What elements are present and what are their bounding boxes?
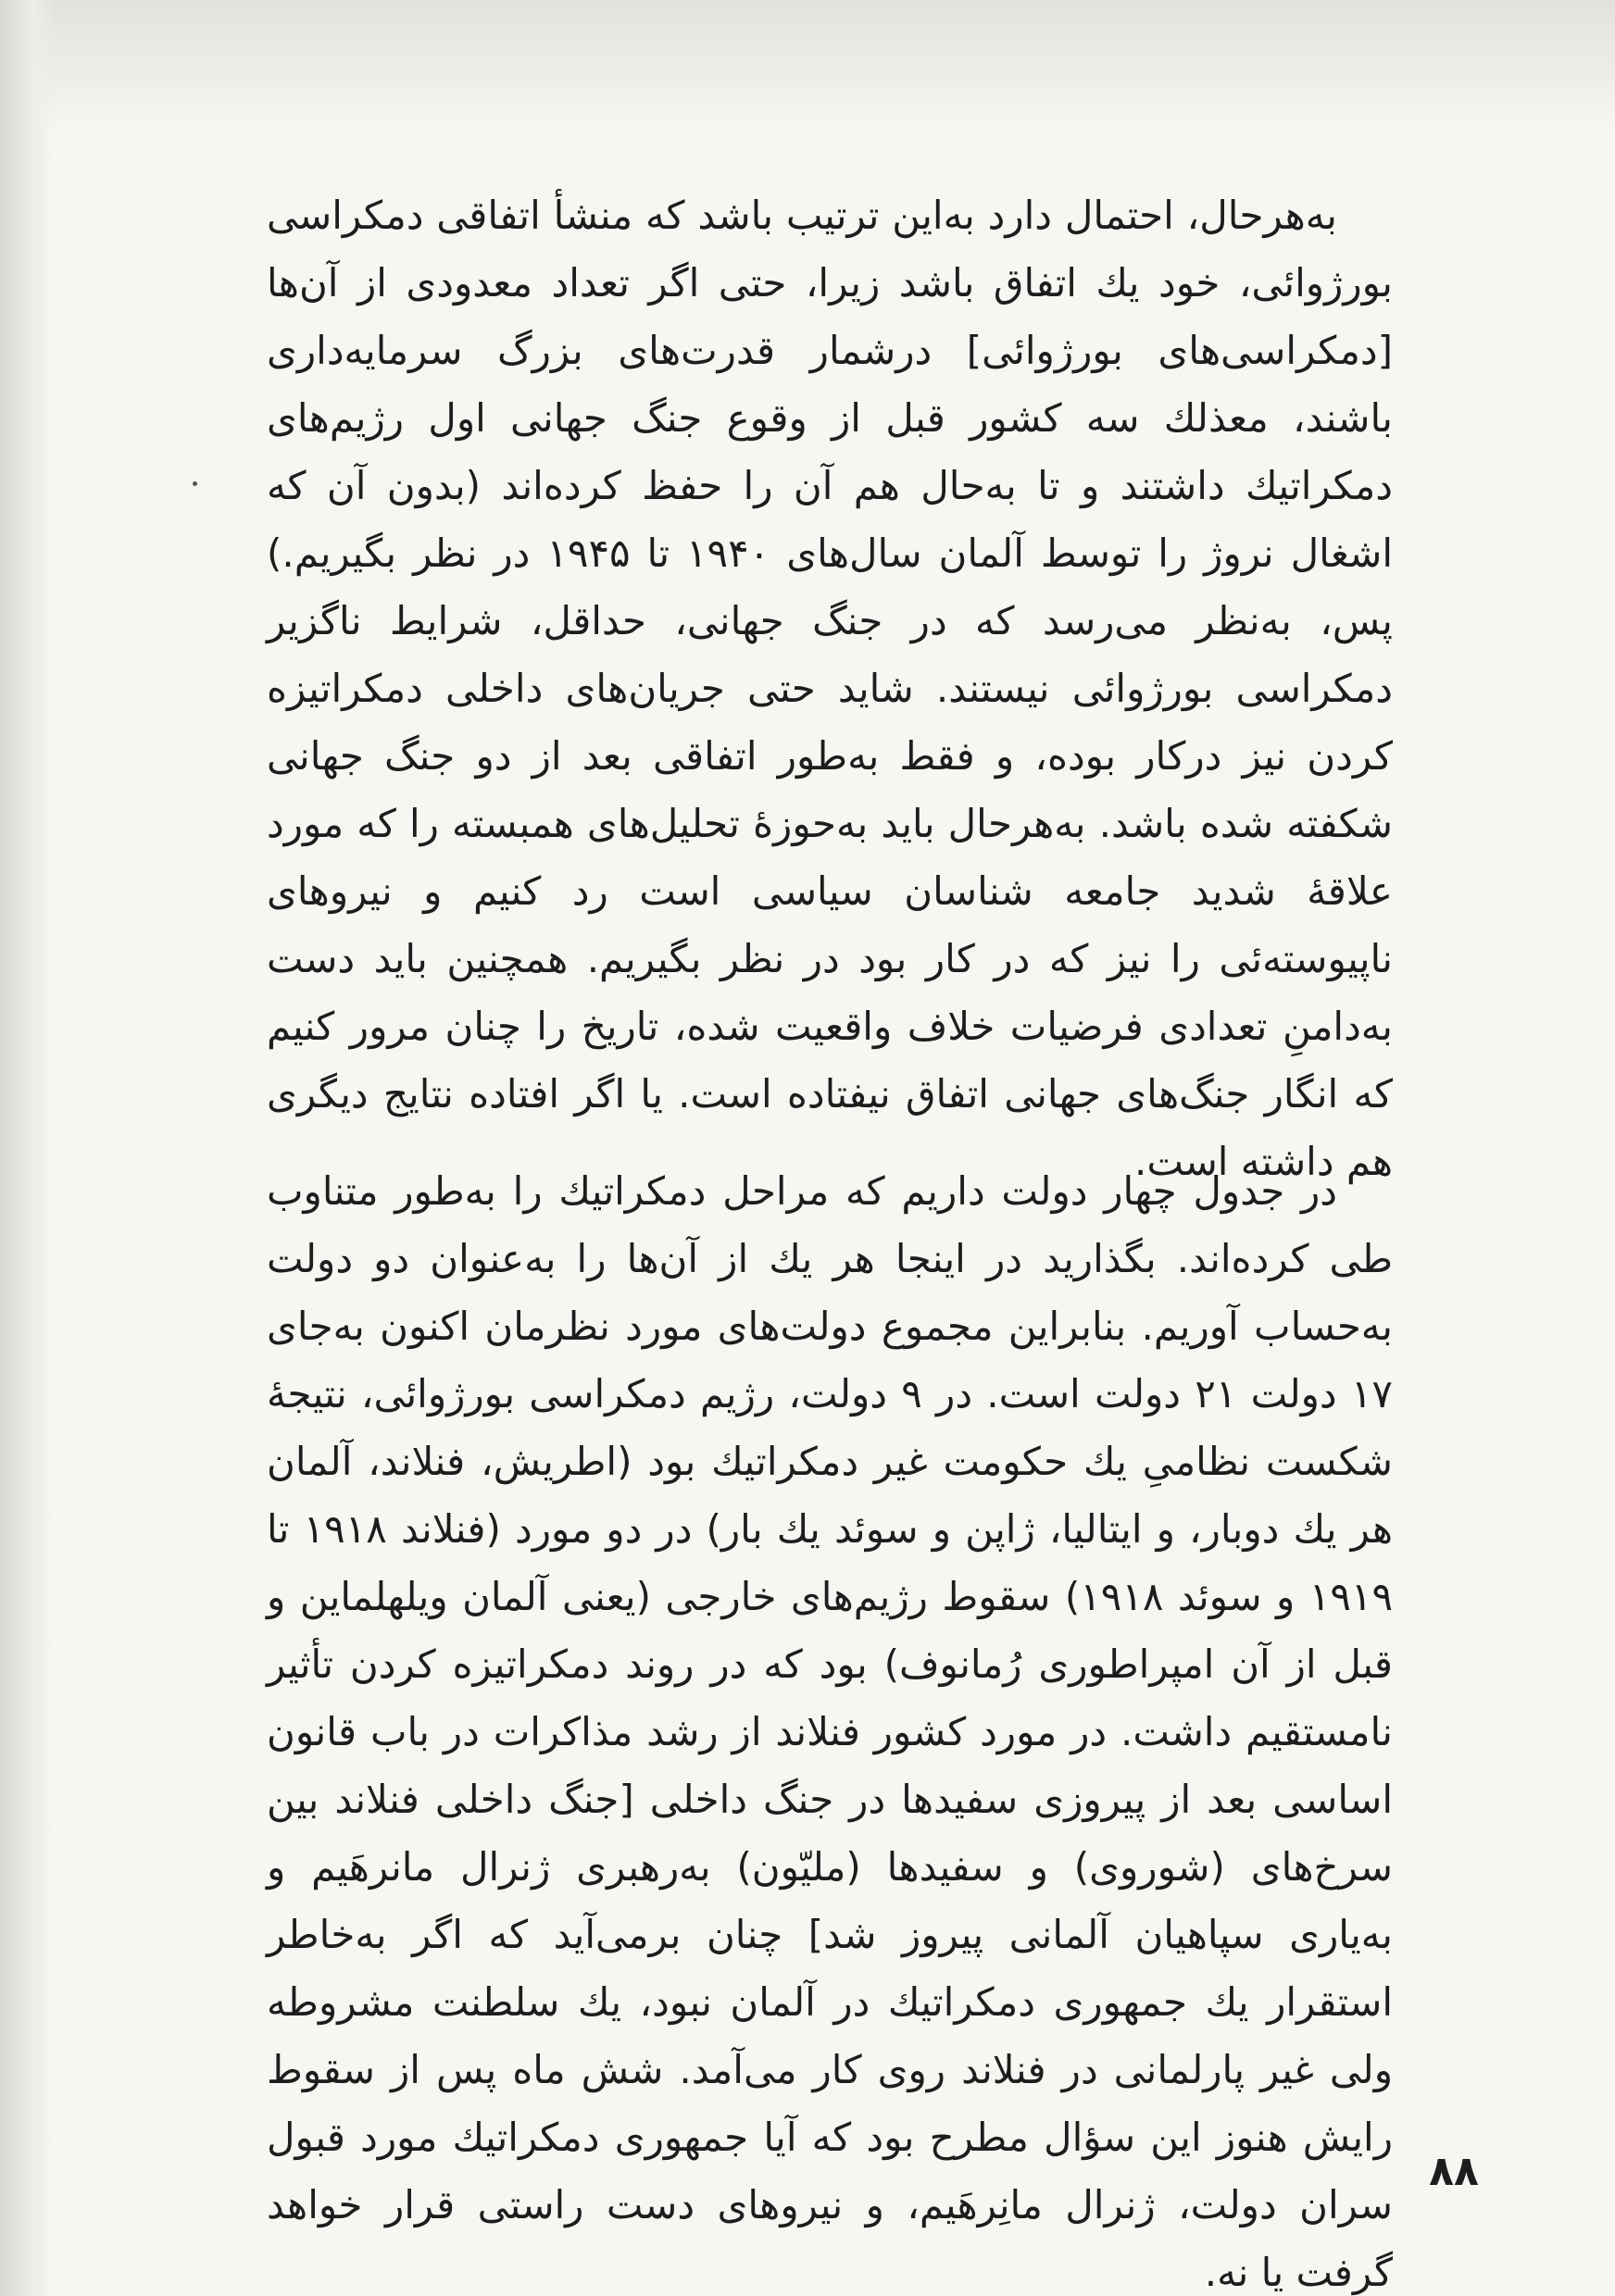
paragraph-2: در جدول چهار دولت داریم که مراحل دمکراتیك را به‌طور متناوب طی کرده‌اند. بگذارید در اینجا هر یك از آن‌ها را به‌عنوان دو دولت به‌حساب آوریم. بنابراین مجموع دولت‌های مورد نظرمان اکنون به‌جای ۱۷ دولت ۲۱ دولت است. در ۹ دولت، رژیم دمکراسی بورژوائی، نتیجهٔ شکست نظامیِ یك حکومت غیر دمکراتیك بود (اطریش، فنلاند، آلمان هر یك دوبار، و ایتالیا، ژاپن و سوئد یك بار) در دو مورد (فنلاند ۱۹۱۸ تا ۱۹۱۹ و سوئد ۱۹۱۸) سقوط رژیم‌های خارجی (یعنی آلمان ویلهلماین و قبل از آن امپراطوری رُمانوف) بود که در روند دمکراتیزه کردن تأثیر نامستقیم داشت. در مورد کشور فنلاند از رشد مذاکرات در باب قانون اساسی بعد از پیروزی سفیدها در جنگ داخلی [جنگ داخلی فنلاند بین سرخ‌های (شوروی) و سفیدها (ملیّون) به‌رهبری ژنرال مانرهَیم و به‌یاری سپاهیان آلمانی پیروز شد] چنان برمی‌آید که اگر به‌خاطر استقرار یك جمهوری دمکراتیك در آلمان نبود، یك سلطنت مشروطه ولی غیر پارلمانی در فنلاند روی کار می‌آمد. شش ماه پس از سقوط رایش هنوز این سؤال مطرح بود که آیا جمهوری دمکراتیك مورد قبول سران دولت، ژنرال مانِرهَیم، و نیروهای دست راستی قرار خواهد گرفت یا نه. xyxy=(267,1168,1393,2295)
paragraph-2-block xyxy=(267,1157,1393,2296)
page-top-shading xyxy=(0,0,1615,130)
page-left-edge-shading xyxy=(0,0,56,2296)
page-number: ۸۸ xyxy=(1429,2148,1479,2195)
margin-dot-mark xyxy=(193,481,197,486)
paragraph-1-block xyxy=(267,181,1393,1195)
paragraph-1: به‌هرحال، احتمال دارد به‌این ترتیب باشد که منشأ اتفاقی دمکراسی بورژوائی، خود یك اتفاق باشد زیرا، حتی اگر تعداد معدودی از آن‌ها [دمکراسی‌های بورژوائی] درشمار قدرت‌های بزرگ سرمایه‌داری باشند، معذلك سه کشور قبل از وقوع جنگ جهانی اول رژیم‌های دمکراتیك داشتند و تا به‌حال هم آن را حفظ کرده‌اند (بدون آن که اشغال نروژ را توسط آلمان سال‌های ۱۹۴۰ تا ۱۹۴۵ در نظر بگیریم.) پس، به‌نظر می‌رسد که در جنگ جهانی، حداقل، شرایط ناگزیر دمکراسی بورژوائی نیستند. شاید حتی جریان‌های داخلی دمکراتیزه کردن نیز درکار بوده، و فقط به‌طور اتفاقی بعد از دو جنگ جهانی شکفته شده باشد. به‌هرحال باید به‌حوزهٔ تحلیل‌های همبسته را که مورد علاقهٔ شدید جامعه شناسان سیاسی است رد کنیم و نیروهای ناپیوسته‌ئی را نیز که در کار بود در نظر بگیریم. همچنین باید دست به‌دامنِ تعدادی فرضیات خلاف واقعیت شده، تاریخ را چنان مرور کنیم که انگار جنگ‌های جهانی اتفاق نیفتاده است. یا اگر افتاده نتایج دیگری هم داشته است. xyxy=(267,193,1394,1184)
